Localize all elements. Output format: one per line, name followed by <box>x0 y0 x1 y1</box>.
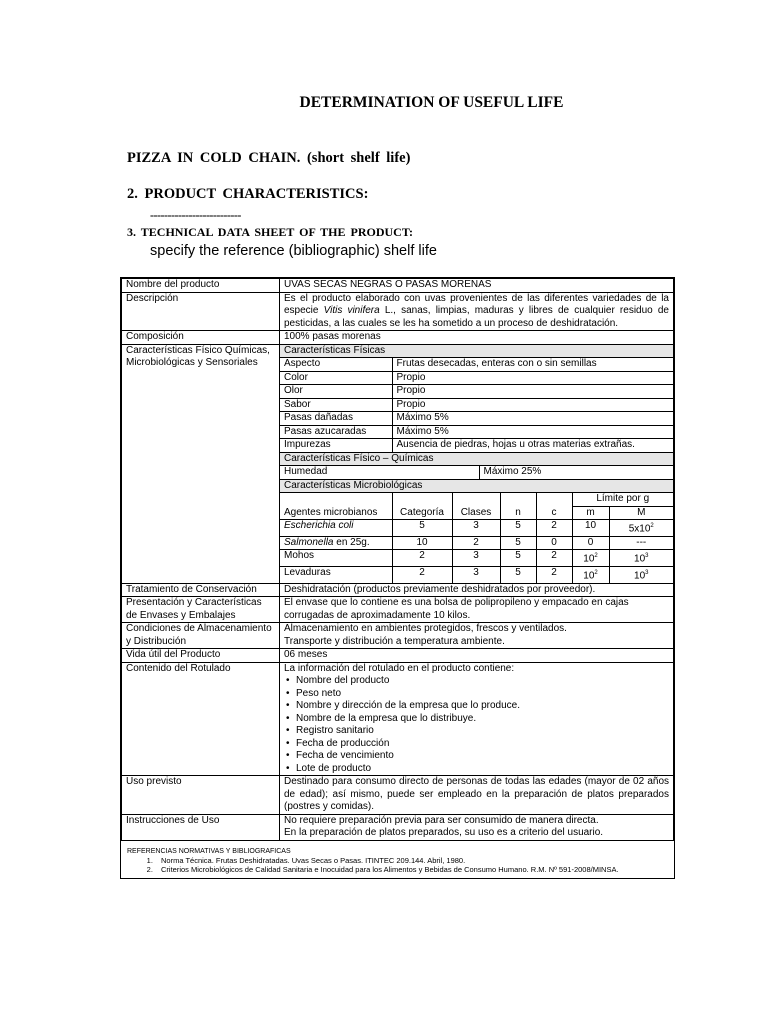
vida-label: Vida útil del Producto <box>122 649 280 663</box>
M-base: 5x10 <box>628 523 651 535</box>
fisica-value: Ausencia de piedras, hojas u otras materias extrañas. <box>392 439 673 453</box>
humedad-value: Máximo 25% <box>479 466 673 480</box>
row-instrucciones <box>122 814 674 840</box>
row-nombre <box>122 279 674 293</box>
presentacion-label: Presentación y Características de Envases y Embalajes <box>122 597 280 623</box>
list-item: • Fecha de producción <box>298 738 669 751</box>
micro-cat: 2 <box>392 567 452 583</box>
col-agentes: Agentes microbianos <box>280 493 392 520</box>
row-composicion <box>122 331 674 345</box>
fisica-key: Pasas azucaradas <box>280 425 392 439</box>
fisico-quimicas-table <box>280 453 673 480</box>
fisica-key: Aspecto <box>280 358 392 372</box>
row-caracteristicas <box>122 344 674 583</box>
instrucciones-value <box>280 814 674 840</box>
micro-m: 10 <box>572 520 609 537</box>
row-descripcion <box>122 292 674 331</box>
row-vida-util <box>122 649 674 663</box>
sheet-table <box>121 278 674 841</box>
fisico-quimicas-header: Características Físico – Químicas <box>280 453 673 466</box>
micro-M <box>609 550 673 567</box>
micro-c: 2 <box>536 520 572 537</box>
microbiologicas-table <box>280 480 673 583</box>
agent-name: Escherichia coli <box>284 520 354 531</box>
uso-label: Uso previsto <box>122 776 280 815</box>
micro-clases: 3 <box>452 520 500 537</box>
micro-m <box>572 567 609 583</box>
fisica-value: Propio <box>392 371 673 385</box>
agent-extra: en 25g. <box>333 536 370 548</box>
micro-cat: 5 <box>392 520 452 537</box>
dash-line: -------------------------- <box>150 208 241 222</box>
list-item: • Fecha de vencimiento <box>298 750 669 763</box>
micro-row <box>280 567 673 583</box>
fisica-value: Propio <box>392 398 673 412</box>
references <box>121 841 674 874</box>
product-characteristics-heading: 2. PRODUCT CHARACTERISTICS: <box>127 186 369 202</box>
micro-n: 5 <box>500 567 536 583</box>
condiciones-line: Almacenamiento en ambientes protegidos, frescos y ventilados. <box>284 623 567 635</box>
agent-name: Salmonella <box>284 536 334 548</box>
row-uso <box>122 776 674 815</box>
micro-c: 2 <box>536 567 572 583</box>
humedad-key: Humedad <box>280 466 479 480</box>
micro-row <box>280 520 673 537</box>
references-list <box>127 856 666 874</box>
condiciones-label: Condiciones de Almacenamiento y Distribución <box>122 623 280 649</box>
list-item: • Peso neto <box>298 688 669 701</box>
list-item: • Lote de producto <box>298 763 669 776</box>
rotulado-value <box>280 662 674 776</box>
micro-row <box>280 550 673 567</box>
micro-n: 5 <box>500 550 536 567</box>
condiciones-line: Transporte y distribución a temperatura ambiente. <box>284 635 505 647</box>
tratamiento-label: Tratamiento de Conservación <box>122 583 280 597</box>
microbiologicas-header: Características Microbiológicas <box>280 480 673 493</box>
vida-value: 06 meses <box>280 649 674 663</box>
fisica-key: Olor <box>280 385 392 399</box>
micro-row <box>280 536 673 550</box>
descripcion-post: L., sanas, limpias, maduras y libres de cualquier residuo de pesticidas, a las cuales se les ha sometido a un proceso de deshidratación. <box>284 305 669 329</box>
instrucciones-line: En la preparación de platos preparados, su uso es a criterio del usuario. <box>284 827 604 839</box>
uso-value: Destinado para consumo directo de personas de todas las edades (mayor de 02 años de edad); así mismo, puede ser empleado en la preparación de platos preparados (postres y comidas). <box>280 776 674 815</box>
micro-clases: 3 <box>452 550 500 567</box>
specify-note: specify the reference (bibliographic) shelf life <box>150 243 437 259</box>
col-limite: Límite por g <box>572 493 673 507</box>
micro-agent <box>280 520 392 537</box>
micro-clases: 3 <box>452 567 500 583</box>
composicion-label: Composición <box>122 331 280 345</box>
instrucciones-label: Instrucciones de Uso <box>122 814 280 840</box>
col-c: c <box>536 493 572 520</box>
col-m-upper: M <box>609 506 673 520</box>
condiciones-value <box>280 623 674 649</box>
micro-cat: 2 <box>392 550 452 567</box>
descripcion-value <box>280 292 674 331</box>
micro-c: 0 <box>536 536 572 550</box>
col-clases: Clases <box>452 493 500 520</box>
instrucciones-line: No requiere preparación previa para ser consumido de manera directa. <box>284 814 599 826</box>
micro-M <box>609 567 673 583</box>
reference-item: 2. Criterios Microbiológicos de Calidad Sanitaria e Inocuidad para los Alimentos y Bebidas de Consumo Humano. R.M. Nº 591-2008/MINSA. <box>155 865 666 874</box>
micro-c: 2 <box>536 550 572 567</box>
list-item: • Nombre y dirección de la empresa que lo produce. <box>298 700 669 713</box>
fisica-value: Frutas desecadas, enteras con o sin semillas <box>392 358 673 372</box>
caracteristicas-value <box>280 344 674 583</box>
micro-agent <box>280 536 392 550</box>
fisica-key: Pasas dañadas <box>280 412 392 426</box>
fisica-key: Sabor <box>280 398 392 412</box>
list-item: • Nombre del producto <box>298 675 669 688</box>
nombre-label: Nombre del producto <box>122 279 280 293</box>
m-base: 10 <box>583 553 595 565</box>
m-exp: 2 <box>594 570 598 577</box>
micro-m: 0 <box>572 536 609 550</box>
fisica-key: Impurezas <box>280 439 392 453</box>
m-base: 10 <box>583 570 595 582</box>
list-item: • Nombre de la empresa que lo distribuye. <box>298 713 669 726</box>
caracteristicas-label: Características Físico Químicas, Microbiológicas y Sensoriales <box>122 344 280 583</box>
m-exp: 2 <box>594 553 598 560</box>
tratamiento-value: Deshidratación (productos previamente deshidratados por proveedor). <box>280 583 674 597</box>
col-m-lower: m <box>572 506 609 520</box>
micro-n: 5 <box>500 520 536 537</box>
M-exp: 3 <box>645 553 649 560</box>
micro-cat: 10 <box>392 536 452 550</box>
row-condiciones <box>122 623 674 649</box>
col-categoria: Categoría <box>392 493 452 520</box>
descripcion-species: Vitis vinifera <box>323 305 380 316</box>
descripcion-label: Descripción <box>122 292 280 331</box>
technical-data-sheet <box>120 277 675 879</box>
row-rotulado <box>122 662 674 776</box>
presentacion-value: El envase que lo contiene es una bolsa de polipropileno y empacado en cajas corrugadas de aproximadamente 10 kilos. <box>280 597 674 623</box>
micro-agent: Levaduras <box>280 567 392 583</box>
micro-agent: Mohos <box>280 550 392 567</box>
rotulado-intro: La información del rotulado en el producto contiene: <box>284 662 515 674</box>
list-item: • Registro sanitario <box>298 725 669 738</box>
M-exp: 2 <box>650 523 654 529</box>
M-base: 10 <box>634 553 646 565</box>
col-n: n <box>500 493 536 520</box>
reference-item: 1. Norma Técnica. Frutas Deshidratadas. Uvas Secas o Pasas. ITINTEC 209.144. Abril, 1980. <box>155 856 666 865</box>
micro-clases: 2 <box>452 536 500 550</box>
fisicas-table <box>280 345 673 453</box>
micro-m <box>572 550 609 567</box>
nombre-value: UVAS SECAS NEGRAS O PASAS MORENAS <box>280 279 674 293</box>
micro-n: 5 <box>500 536 536 550</box>
fisica-value: Máximo 5% <box>392 425 673 439</box>
rotulado-list <box>284 675 669 775</box>
micro-M <box>609 520 673 537</box>
fisicas-header: Características Físicas <box>280 345 673 358</box>
technical-data-heading: 3. TECHNICAL DATA SHEET OF THE PRODUCT: <box>127 225 413 239</box>
pizza-heading: PIZZA IN COLD CHAIN. (short shelf life) <box>127 150 411 166</box>
references-title: REFERENCIAS NORMATIVAS Y BIBLIOGRAFICAS <box>127 847 291 855</box>
page-title: DETERMINATION OF USEFUL LIFE <box>299 94 564 111</box>
micro-M: --- <box>609 536 673 550</box>
row-presentacion <box>122 597 674 623</box>
M-exp: 3 <box>645 570 649 577</box>
row-tratamiento <box>122 583 674 597</box>
descripcion-pre: Es el producto elaborado con uvas provenientes de las diferentes variedades de la especie <box>284 292 669 316</box>
M-base: 10 <box>634 570 646 582</box>
rotulado-label: Contenido del Rotulado <box>122 662 280 776</box>
fisica-value: Propio <box>392 385 673 399</box>
fisica-value: Máximo 5% <box>392 412 673 426</box>
fisica-key: Color <box>280 371 392 385</box>
composicion-value: 100% pasas morenas <box>280 331 674 345</box>
